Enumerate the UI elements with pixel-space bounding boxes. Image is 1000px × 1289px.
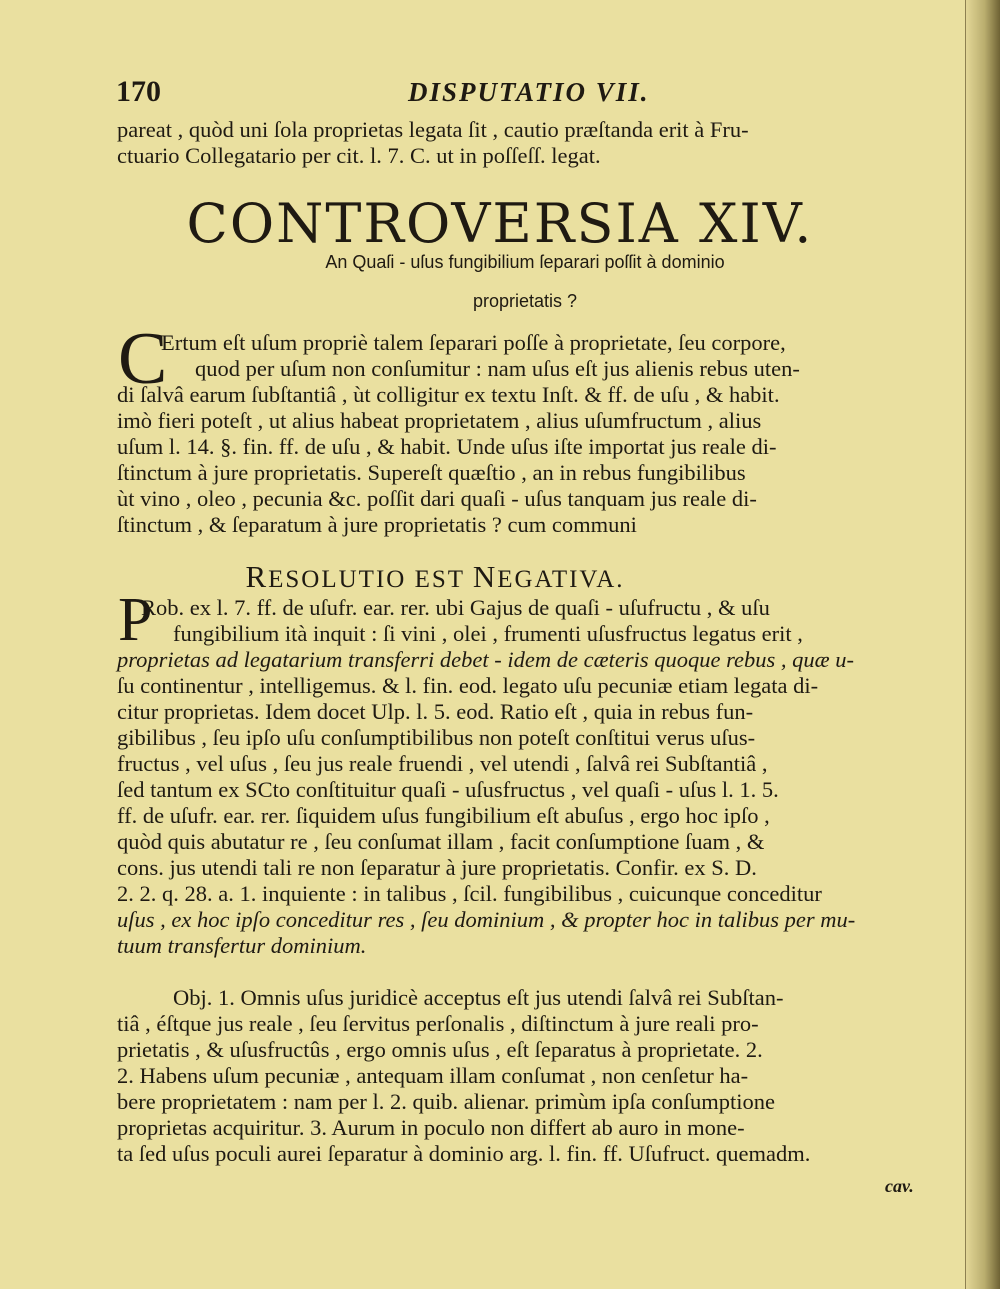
paragraph-line: ſtinctum , & ſeparatum à jure proprietatis ? cum communi — [117, 512, 637, 537]
paragraph-line: proprietas ad legatarium transferri debet - idem de cæteris quoque rebus , quæ u- — [117, 647, 855, 672]
paragraph-line: fructus , vel uſus , ſeu jus reale fruendi , vel utendi , ſalvâ rei Subſtantiâ , — [117, 751, 768, 776]
resolution-initial-r: R — [245, 559, 269, 594]
section-title: CONTROVERSIA XIV. — [186, 192, 814, 255]
paragraph-line: uſum l. 14. §. fin. ff. de uſu , & habit. Unde uſus iſte importat jus reale di- — [117, 434, 777, 459]
paragraph-line: ſtinctum à jure proprietatis. Supereſt quæſtio , an in rebus fungibilibus — [117, 460, 746, 485]
paragraph-line: citur proprietas. Idem docet Ulp. l. 5. eod. Ratio eſt , quia in rebus fun- — [117, 699, 754, 724]
paragraph-line: 2. Habens uſum pecuniæ , antequam illam conſumat , non cenſetur ha- — [117, 1063, 749, 1088]
paragraph-line: uſus , ex hoc ipſo conceditur res , ſeu dominium , & propter hoc in talibus per mu- — [117, 907, 856, 932]
paragraph-line: fungibilium ità inquit : ſi vini , olei , frumenti uſusfructus legatus erit , — [173, 621, 803, 646]
paragraph-line: Rob. ex l. 7. ff. de uſufr. ear. rer. ubi Gajus de quaſi - uſufructu , & uſu — [141, 595, 770, 620]
intro-line: pareat , quòd uni ſola proprietas legata ſit , cautio præſtanda erit à Fru- — [117, 117, 749, 142]
paragraph-line: ſed tantum ex SCto conſtituitur quaſi - uſusfructus , vel quaſi - uſus l. 1. 5. — [117, 777, 779, 802]
intro-line: ctuario Collegatario per cit. l. 7. C. ut in poſſeſſ. legat. — [117, 143, 601, 168]
paragraph-line: ſu continentur , intelligemus. & l. fin. eod. legato uſu pecuniæ etiam legata di- — [117, 673, 819, 698]
paragraph-line: cons. jus utendi tali re non ſeparatur à jure proprietatis. Confir. ex S. D. — [117, 855, 757, 880]
resolution-word-2: EGATIVA. — [497, 566, 625, 593]
paragraph-line: quòd quis abutatur re , ſeu conſumat illam , facit conſumptione ſuam , & — [117, 829, 765, 854]
paragraph-1 — [117, 330, 933, 538]
question-line-1: An Quaſi - uſus fungibilium ſeparari poſſit à dominio — [325, 252, 725, 272]
paragraph-line: proprietas acquiritur. 3. Aurum in poculo non differt ab auro in mone- — [117, 1115, 745, 1140]
paragraph-line: di ſalvâ earum ſubſtantiâ , ùt colligitur ex textu Inſt. & ff. de uſu , & habit. — [117, 382, 780, 407]
paragraph-line: tiâ , éſtque jus reale , ſeu ſervitus perſonalis , diſtinctum à jure reali pro- — [117, 1011, 759, 1036]
paragraph-line: Ertum eſt uſum propriè talem ſeparari poſſe à proprietate, ſeu corpore, — [161, 330, 786, 355]
paragraph-line: imò fieri poteſt , ut alius habeat proprietatem , alius uſumfructum , alius — [117, 408, 762, 433]
paragraph-line: ff. de uſufr. ear. rer. ſiquidem uſus fungibilium eſt abuſus , ergo hoc ipſo , — [117, 803, 770, 828]
paragraph-2 — [117, 595, 933, 959]
resolution-initial-n: N — [472, 559, 498, 594]
paragraph-line: gibilibus , ſeu ipſo uſu conſumptibilibus non poteſt conſtitui verus uſus- — [117, 725, 756, 750]
intro-text — [117, 117, 933, 169]
paragraph-3 — [117, 985, 933, 1167]
drop-cap-c: C — [118, 318, 168, 400]
page-header — [116, 75, 936, 109]
drop-cap-p: P — [118, 586, 153, 654]
paragraph-line: bere proprietatem : nam per l. 2. quib. alienar. primùm ipſa conſumptione — [117, 1089, 775, 1114]
page-number: 170 — [116, 75, 161, 108]
paragraph-line: Obj. 1. Omnis uſus juridicè acceptus eſt jus utendi ſalvâ rei Subſtan- — [173, 985, 784, 1010]
running-title: DISPUTATIO VII. — [408, 77, 650, 107]
paragraph-line: tuum transfertur dominium. — [117, 933, 367, 958]
paragraph-line: ta ſed uſus poculi aurei ſeparatur à dominio arg. l. fin. ff. Uſufruct. quemadm. — [117, 1141, 811, 1166]
paragraph-line: quod per uſum non conſumitur : nam uſus eſt jus alienis rebus uten- — [195, 356, 800, 381]
paragraph-line: ùt vino , oleo , pecunia &c. poſſit dari quaſi - uſus tanquam jus reale di- — [117, 486, 757, 511]
question-line-2: proprietatis ? — [472, 291, 578, 311]
paragraph-line: 2. 2. q. 28. a. 1. inquiente : in talibus , ſcil. fungibilibus , cuicunque conceditur — [117, 881, 822, 906]
catchword: cav. — [885, 1176, 914, 1196]
resolution-word-1: ESOLUTIO EST — [268, 566, 473, 593]
paragraph-line: prietatis , & uſusfructûs , ergo omnis uſus , eſt ſeparatus à proprietate. 2. — [117, 1037, 763, 1062]
